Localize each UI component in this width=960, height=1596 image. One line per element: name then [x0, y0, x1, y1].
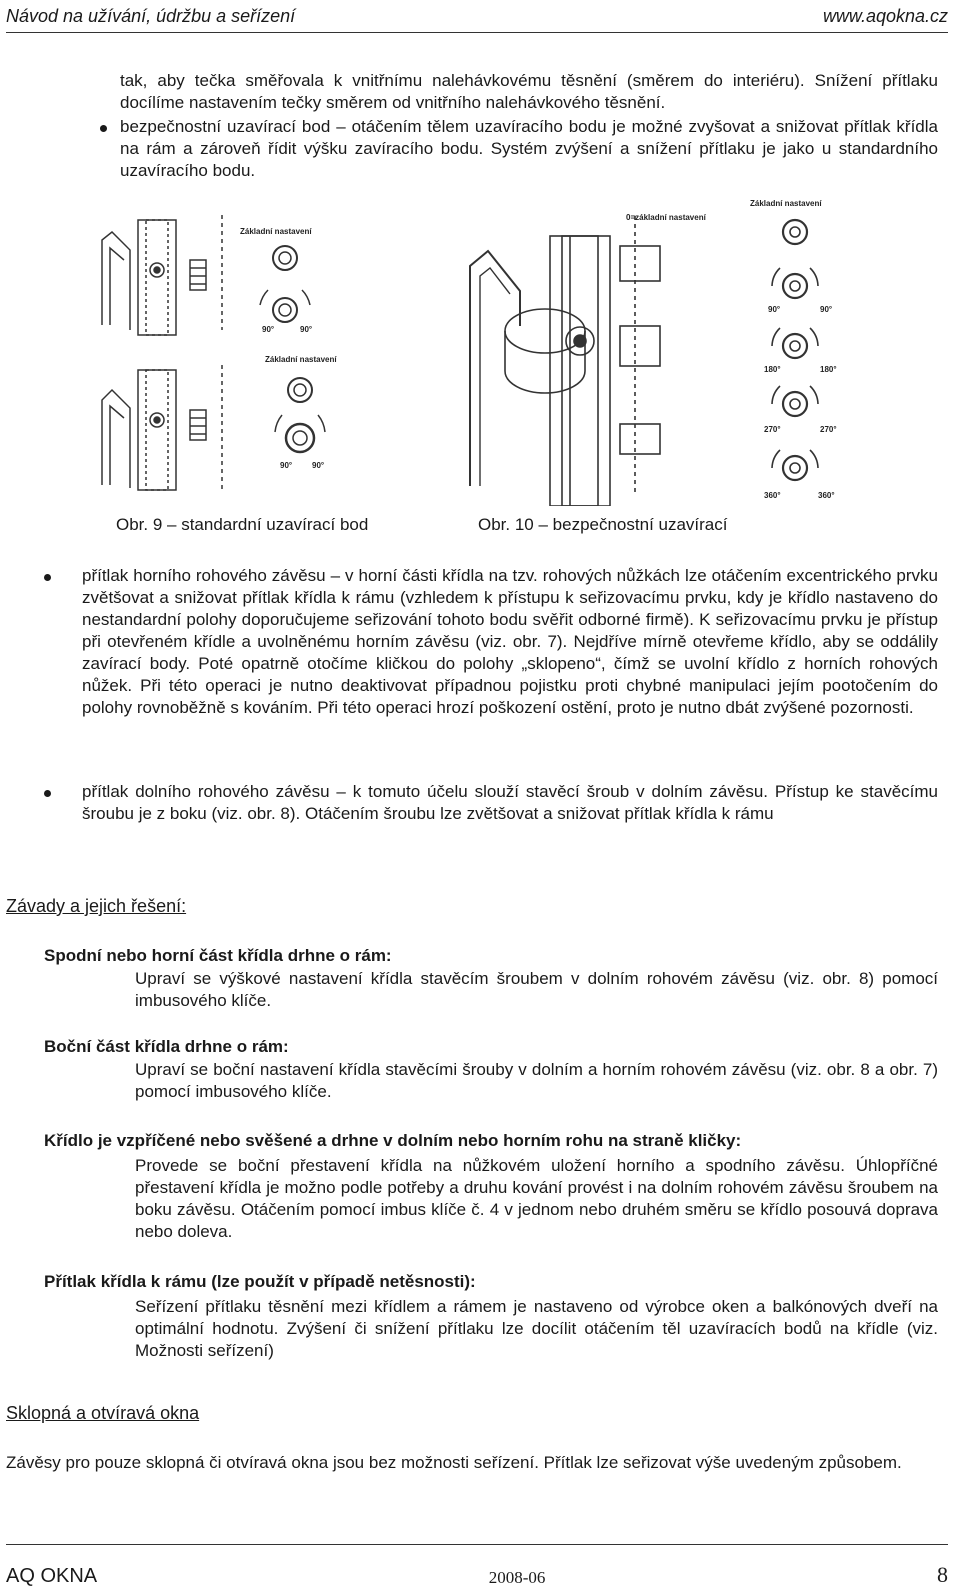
defect-heading-2: Boční část křídla drhne o rám: — [44, 1037, 289, 1056]
fig9-label-basic-top: Základní nastavení — [240, 227, 312, 236]
defect-heading-4: Přítlak křídla k rámu (lze použít v případě netěsnosti): — [44, 1272, 476, 1291]
bullet-dot — [100, 125, 110, 135]
intro-bullet-security-point: bezpečnostní uzavírací bod – otáčením tělem uzavíracího bodu je možné zvyšovat a snižovat přítlak křídla na rám a zároveň řídit výšku zavíracího bodu. Systém zvýšení a snížení přítlaku je jako u standardního uzavíracího bodu. — [120, 117, 938, 180]
figure-9-caption: Obr. 9 – standardní uzavírací bod — [116, 515, 369, 534]
header-title: Návod na užívání, údržbu a seřízení — [6, 5, 296, 26]
section-title-tilt-open-windows: Sklopná a otvíravá okna — [6, 1403, 200, 1423]
bullet-lower-hinge-pressure: přítlak dolního rohového závěsu – k tomuto účelu slouží stavěcí šroub v dolním závěsu. Přístup ke stavěcímu šroubu je z boku (viz. obr. 8). Otáčením šroubu lze zvětšovat a snižovat přítlak křídla k rámu — [82, 782, 938, 823]
page-number: 8 — [937, 1562, 948, 1587]
fig10-deg180b: 180° — [820, 365, 837, 374]
intro-paragraph: tak, aby tečka směřovala k vnitřnímu nalehávkovému těsnění (směrem do interiéru). Snížení přítlaku docílíme nastavením tečky směrem od vnitřního nalehávkového těsnění. — [120, 71, 938, 112]
company-logo: AQ OKNA — [6, 1565, 98, 1587]
fig10-deg360b: 360° — [818, 491, 835, 500]
fig10-deg360a: 360° — [764, 491, 781, 500]
defect-text-1: Upraví se výškové nastavení křídla stavěcím šroubem v dolním rohovém závěsu (viz. obr. 8) pomocí imbusového klíče. — [135, 969, 938, 1010]
footer-date: 2008-06 — [488, 1568, 546, 1587]
fig9-deg-c: 90° — [280, 461, 293, 470]
fig10-deg90a: 90° — [768, 305, 781, 314]
bullet-dot — [44, 574, 54, 584]
figure-10-security-locking-point — [450, 196, 850, 506]
fig10-deg90b: 90° — [820, 305, 833, 314]
defect-heading-1: Spodní nebo horní část křídla drhne o rám: — [44, 946, 392, 965]
fig10-deg270b: 270° — [820, 425, 837, 434]
defect-text-3: Provede se boční přestavení křídla na nůžkovém uložení horního a spodního závěsu. Úhlopříčné přestavení křídla je možno podle potřeby a druhu kování provést i na dolním rohovém závěsu šroubem na boku závěsu. Otáčením pomocí imbus klíče č. 4 v jednom nebo druhém směru se křídlo posouvá doprava nebo doleva. — [135, 1156, 938, 1241]
section-title-defects: Závady a jejich řešení: — [6, 896, 187, 916]
defect-text-4: Seřízení přítlaku těsnění mezi křídlem a rámem je nastaveno od výrobce oken a balkónových dveří na optimální hodnotu. Zvýšení či snížení přítlaku lze docílit otáčením těl uzavíracích bodů na křídle (viz. Možnosti seřízení) — [135, 1297, 938, 1360]
figure-9-standard-locking-point — [90, 210, 410, 510]
defect-text-2: Upraví se boční nastavení křídla stavěcími šrouby v dolním a horním rohovém závěsu (viz. obr. 8 a obr. 7) pomocí imbusového klíče. — [135, 1060, 938, 1101]
page-footer — [6, 1544, 948, 1596]
page-header — [6, 0, 948, 33]
figure-10-drawing — [450, 196, 850, 506]
fig9-label-basic-bottom: Základní nastavení — [265, 355, 337, 364]
fig9-deg-b: 90° — [300, 325, 313, 334]
bullet-upper-hinge-pressure: přítlak horního rohového závěsu – v horní části křídla na tzv. rohových nůžkách lze otáčením excentrického prvku zvětšovat a snižovat přítlak křídla k rámu (vzhledem k přístupu k seřizovacímu prvku, kdy je křídlo nastaveno do nestandardní polohy doporučujeme seřizování tohoto bodu svěřit odborné firmě). K seřizovacímu prvku je přístup při otevřeném křídle a uvolněnému horním závěsu (viz. obr. 7). Nejdříve mírně otevřeme křídlo, aby se oddálily zavírací body. Poté opatrně otočíme kličkou do polohy „sklopeno“, čímž se uvolní křídlo z horních rohových nůžek. Při této operaci je nutno deaktivovat případnou pojistku proti chybné manipulaci jejím pootočením do polohy rovnoběžně s kováním. Při této operaci hrozí poškození ostění, proto je nutno dbát zvýšené pozornosti. — [82, 566, 938, 717]
fig10-deg270a: 270° — [764, 425, 781, 434]
figure-9-drawing — [90, 210, 410, 510]
defect-heading-3: Křídlo je vzpříčené nebo svěšené a drhne v dolním nebo horním rohu na straně kličky: — [44, 1131, 742, 1150]
section-tilt-open-text: Závěsy pro pouze sklopná či otvíravá okna jsou bez možnosti seřízení. Přítlak lze seřizovat výše uvedeným způsobem. — [6, 1453, 902, 1472]
fig10-label-basic-center: 0=základní nastavení — [626, 213, 706, 222]
bullet-dot — [44, 790, 54, 800]
figure-10-caption: Obr. 10 – bezpečnostní uzavírací — [478, 515, 728, 534]
fig9-deg-d: 90° — [312, 461, 325, 470]
fig10-deg180a: 180° — [764, 365, 781, 374]
fig10-label-basic-right: Základní nastavení — [750, 199, 822, 208]
header-url: www.aqokna.cz — [822, 5, 948, 26]
fig9-deg-a: 90° — [262, 325, 275, 334]
